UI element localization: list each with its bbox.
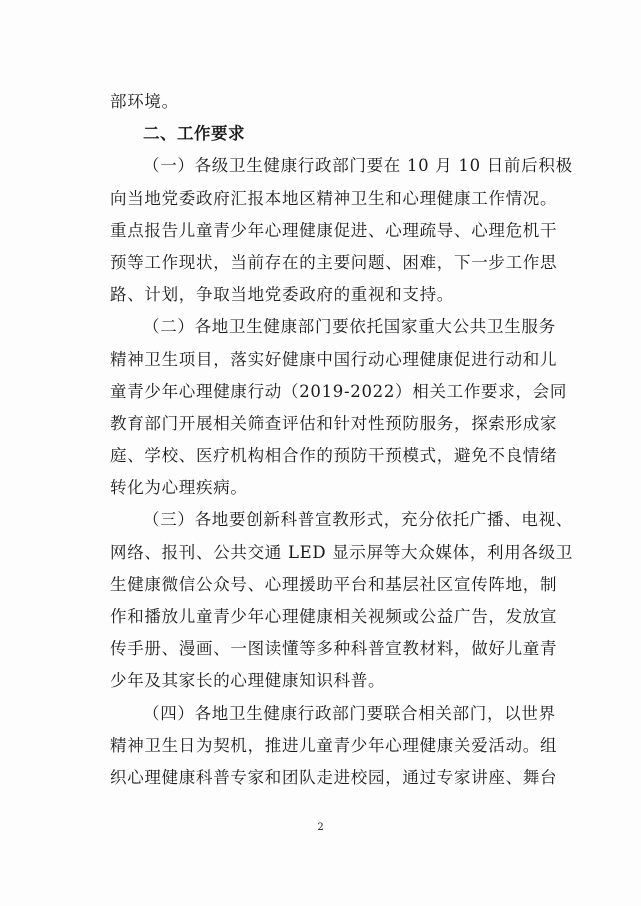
text-line: 作和播放儿童青少年心理健康相关视频或公益广告，发放宣 [110,607,558,626]
text-line: （四）各地卫生健康行政部门要联合相关部门，以世界 [143,703,556,723]
text-line: 传手册、漫画、一图读懂等多种科普宣教材料，做好儿童青 [110,639,558,659]
text-line: 转化为心理疾病。 [110,478,248,498]
text-line: 部环境。 [110,92,179,111]
text-line: 预等工作现状，当前存在的主要问题、困难，下一步工作思 [110,252,558,272]
text-line: 童青少年心理健康行动（2019-2022）相关工作要求，会同 [110,381,568,401]
text-line: （三）各地要创新科普宣教形式，充分依托广播、电视、 [143,510,573,530]
section-heading: 二、工作要求 [143,124,245,144]
document-body [110,86,574,794]
text-line: 教育部门开展相关筛查评估和针对性预防服务，探索形成家 [110,413,558,433]
text-line: （二）各地卫生健康部门要依托国家重大公共卫生服务 [143,317,556,337]
page-number: 2 [317,822,324,833]
text-line: 向当地党委政府汇报本地区精神卫生和心理健康工作情况。 [110,188,558,208]
text-line: 生健康微信公众号、心理援助平台和基层社区宣传阵地，制 [110,574,558,594]
text-line: 精神卫生日为契机，推进儿童青少年心理健康关爱活动。组 [110,735,558,755]
text-line: 精神卫生项目，落实好健康中国行动心理健康促进行动和儿 [110,349,558,369]
text-line: 重点报告儿童青少年心理健康促进、心理疏导、心理危机干 [110,220,558,240]
text-line: 路、计划，争取当地党委政府的重视和支持。 [110,285,454,305]
text-line: 少年及其家长的心理健康知识科普。 [110,671,386,691]
text-line: （一）各级卫生健康行政部门要在 10 月 10 日前后积极 [143,156,573,176]
text-line: 网络、报刊、公共交通 LED 显示屏等大众媒体，利用各级卫 [110,542,574,562]
text-line: 织心理健康科普专家和团队走进校园，通过专家讲座、舞台 [110,767,558,787]
text-line: 庭、学校、医疗机构相合作的预防干预模式，避免不良情绪 [110,446,558,466]
